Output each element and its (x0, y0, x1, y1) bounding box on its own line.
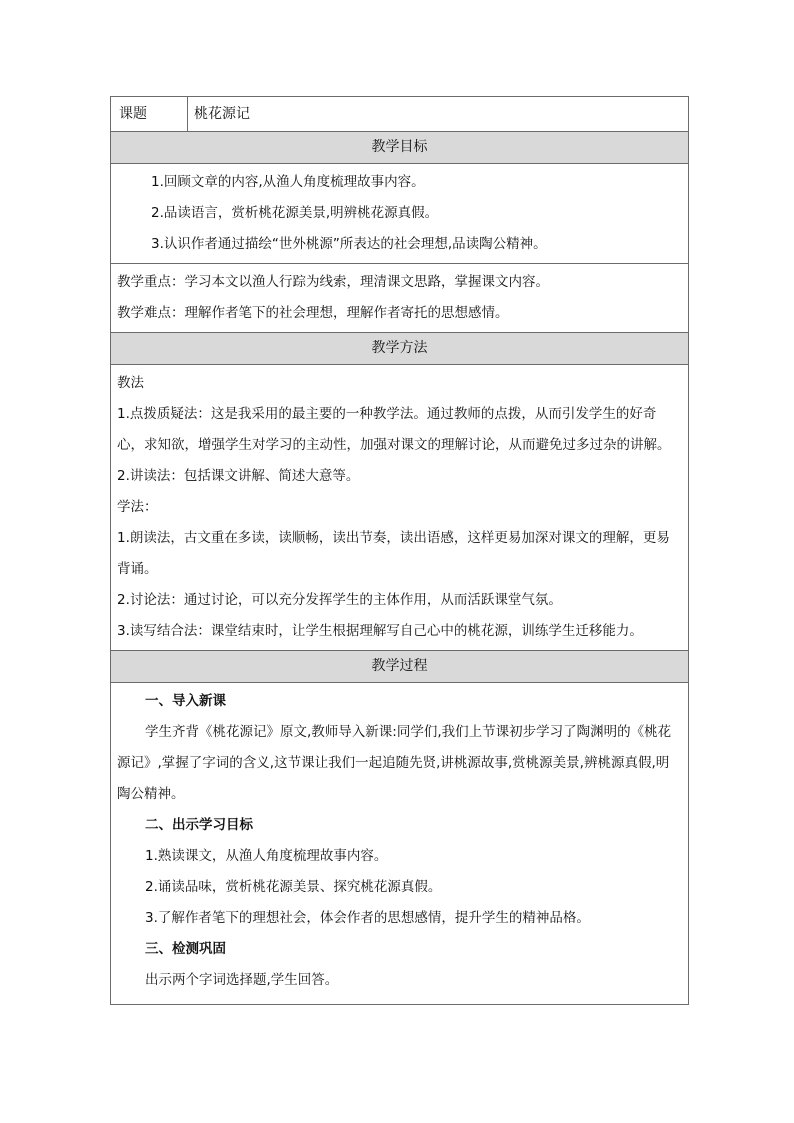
methods-cell (111, 365, 689, 651)
goals-row (111, 164, 689, 264)
goals-header-row (111, 132, 689, 164)
topic-label: 课题 (111, 97, 188, 132)
step-item: 3.了解作者笔下的理想社会，体会作者的思想感情，提升学生的精神品格。 (145, 910, 590, 926)
process-header-row (111, 651, 689, 683)
process-row (111, 683, 689, 1005)
process-cell (111, 683, 689, 1005)
step-title: 一、导入新课 (145, 693, 226, 709)
key-point: 教学重点：学习本文以渔人行踪为线索，理清课文思路，掌握课文内容。 (117, 274, 549, 290)
difficulty-point: 教学难点：理解作者笔下的社会理想，理解作者寄托的思想感情。 (117, 305, 509, 321)
methods-heading: 教学方法 (111, 333, 689, 365)
methods-header-row (111, 333, 689, 365)
goals-cell (111, 164, 689, 264)
goal-item: 3.认识作者通过描绘“世外桃源”所表达的社会理想,品读陶公精神。 (151, 236, 547, 252)
focus-row (111, 264, 689, 333)
step-text: 学生齐背《桃花源记》原文,教师导入新课:同学们,我们上节课初步学习了陶渊明的《桃花源记》,掌握了字词的含义,这节课让我们一起追随先贤,讲桃源故事,赏桃源美景,辨桃源真假,明陶公精神。 (117, 724, 672, 802)
learning-label: 学法： (117, 499, 158, 515)
methods-row (111, 365, 689, 651)
topic-row (111, 97, 689, 132)
goal-item: 2.品读语言，赏析桃花源美景,明辨桃花源真假。 (151, 205, 439, 221)
goal-item: 1.回顾文章的内容,从渔人角度梳理故事内容。 (151, 174, 425, 190)
learning-method: 3.读写结合法：课堂结束时，让学生根据理解写自己心中的桃花源，训练学生迁移能力。 (117, 623, 643, 639)
teaching-label: 教法 (117, 375, 144, 391)
process-heading: 教学过程 (111, 651, 689, 683)
step-title: 二、出示学习目标 (145, 817, 253, 833)
focus-cell (111, 264, 689, 333)
learning-method: 2.讨论法：通过讨论，可以充分发挥学生的主体作用，从而活跃课堂气氛。 (117, 592, 562, 608)
step-text: 出示两个字词选择题,学生回答。 (145, 972, 339, 988)
topic-value: 桃花源记 (188, 97, 689, 132)
learning-method: 1.朗读法，古文重在多读，读顺畅，读出节奏，读出语感，这样更易加深对课文的理解，更易背诵。 (117, 530, 670, 577)
step-title: 三、检测巩固 (145, 941, 226, 957)
step-item: 1.熟读课文，从渔人角度梳理故事内容。 (145, 848, 388, 864)
step-item: 2.诵读品味，赏析桃花源美景、探究桃花源真假。 (145, 879, 442, 895)
teaching-method: 2.讲读法：包括课文讲解、简述大意等。 (117, 468, 360, 484)
teaching-method: 1.点拨质疑法：这是我采用的最主要的一种教学法。通过教师的点拨，从而引发学生的好奇心，求知欲，增强学生对学习的主动性，加强对课文的理解讨论，从而避免过多过杂的讲解。 (117, 406, 671, 453)
lesson-plan-table (110, 96, 689, 1005)
goals-heading: 教学目标 (111, 132, 689, 164)
